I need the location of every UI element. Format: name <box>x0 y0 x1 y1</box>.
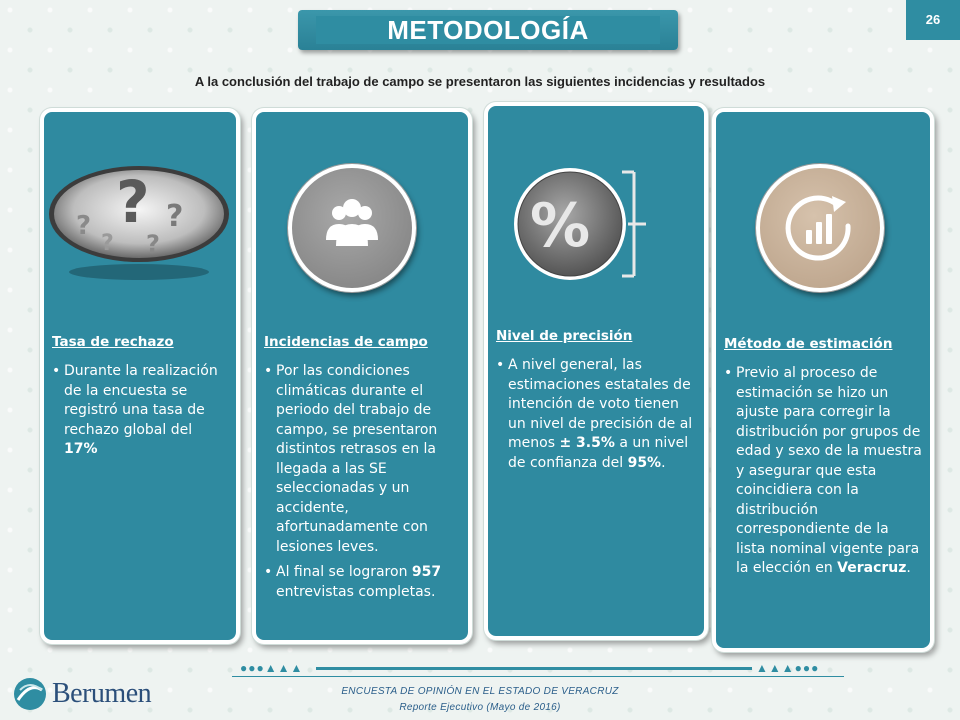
logo-text: Berumen <box>52 678 152 709</box>
svg-text:?: ? <box>166 199 184 234</box>
card-metodo-de-estimacion <box>712 108 934 652</box>
page-subtitle: A la conclusión del trabajo de campo se presentaron las siguientes incidencias y resultados <box>194 74 766 89</box>
list-item: • Por las condiciones climáticas durante el periodo del trabajo de campo, se presentaron distintos retrasos en la llegada a las SE seleccionadas y un accidente, afortunadamente con lesiones leves. <box>264 362 460 557</box>
footer-thin-rule <box>232 676 844 677</box>
bullet-list <box>264 362 460 608</box>
page-number: 26 <box>906 0 960 40</box>
percent-icon <box>508 158 658 288</box>
list-item: • Previo al proceso de estimación se hizo un ajuste para corregir la distribución por grupos de edad y sexo de la muestra y asegurar que esta coincidiera con la distribución correspondiente de la lista nominal vigente para la elección en Veracruz. <box>724 364 922 579</box>
footer-rule <box>316 667 752 670</box>
card-title: Método de estimación <box>724 336 893 352</box>
footer-title: ENCUESTA DE OPINIÓN EN EL ESTADO DE VERACRUZ <box>341 686 619 697</box>
footer-ornament-right: ▲▲▲●●● <box>756 661 820 675</box>
list-item: • Al final se lograron 957 entrevistas completas. <box>264 563 460 602</box>
question-marks-icon <box>46 164 232 282</box>
card-incidencias-de-campo <box>252 108 472 644</box>
card-title: Incidencias de campo <box>264 334 428 350</box>
card-title: Nivel de precisión <box>496 328 633 344</box>
card-tasa-de-rechazo <box>40 108 240 644</box>
bullet-list <box>496 356 696 479</box>
svg-text:?: ? <box>116 168 150 236</box>
footer-subtitle: Reporte Ejecutivo (Mayo de 2016) <box>399 702 561 713</box>
page-title: METODOLOGÍA <box>387 15 589 45</box>
svg-text:?: ? <box>101 231 114 256</box>
card-nivel-de-precision <box>484 102 708 640</box>
bullet-list <box>724 364 922 585</box>
list-item: • A nivel general, las estimaciones estatales de intención de voto tienen un nivel de precisión de al menos ± 3.5% a un nivel de confianza del 95%. <box>496 356 696 473</box>
svg-text:?: ? <box>146 230 160 258</box>
title-banner <box>298 10 678 50</box>
people-group-icon <box>288 164 416 292</box>
list-item: • Durante la realización de la encuesta se registró una tasa de rechazo global del 17% <box>52 362 228 460</box>
chart-refresh-icon <box>756 164 884 292</box>
svg-text:?: ? <box>76 211 92 241</box>
card-title: Tasa de rechazo <box>52 334 174 350</box>
footer-ornament-left: ●●●▲▲▲ <box>240 661 304 675</box>
svg-text:%: % <box>530 191 591 261</box>
bullet-list <box>52 362 228 466</box>
